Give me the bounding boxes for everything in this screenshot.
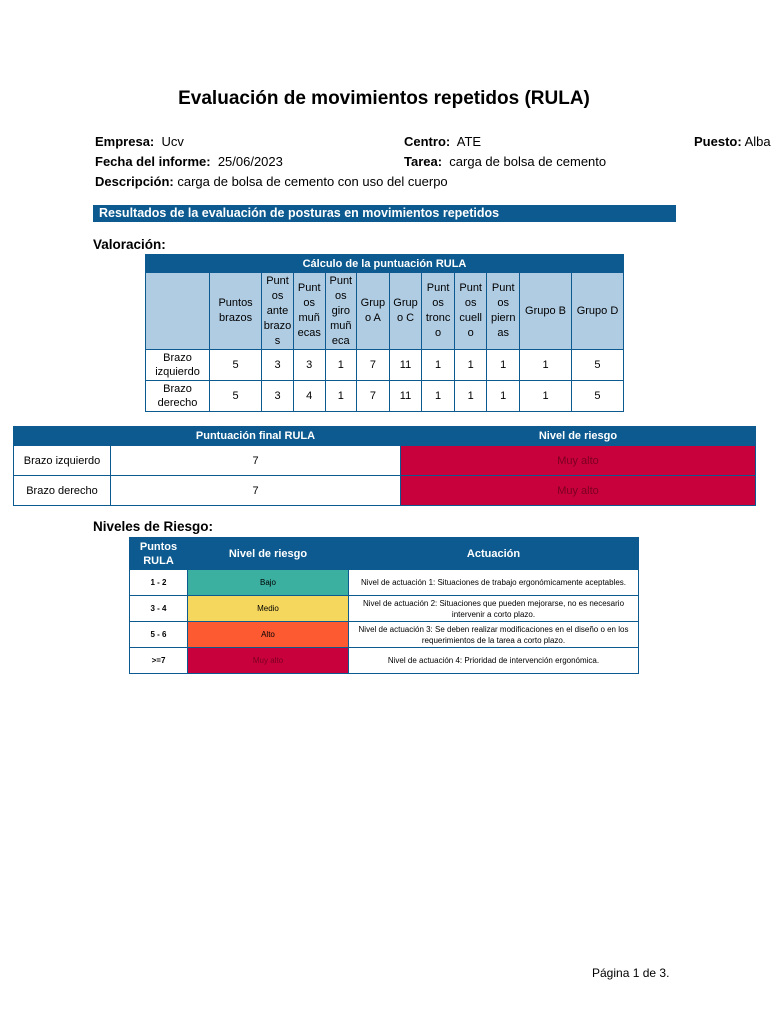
- calc-col-header: Punt os giro muñ eca: [325, 273, 357, 350]
- calc-col-header: Punt os piern as: [487, 273, 520, 350]
- levels-risk-swatch: Bajo: [188, 570, 349, 596]
- calc-cell: 7: [357, 350, 390, 381]
- calc-cell: 5: [571, 350, 623, 381]
- calc-col-header: [146, 273, 210, 350]
- final-col-header: Nivel de riesgo: [401, 427, 756, 446]
- calc-col-header: Grup o A: [357, 273, 390, 350]
- calc-cell: 11: [389, 381, 422, 412]
- calc-cell: 1: [487, 350, 520, 381]
- calc-cell: 5: [571, 381, 623, 412]
- final-col-header: Puntuación final RULA: [111, 427, 401, 446]
- final-col-header: [14, 427, 111, 446]
- fecha-field: [95, 154, 283, 169]
- final-row: [14, 476, 756, 506]
- calc-cell: 5: [210, 350, 262, 381]
- calc-cell: 3: [262, 350, 294, 381]
- fecha-label: Fecha del informe:: [95, 154, 211, 169]
- calc-row: [146, 350, 624, 381]
- final-row-label: Brazo izquierdo: [14, 446, 111, 476]
- risk-level-cell: Muy alto: [401, 476, 756, 506]
- calc-col-header: Punt os cuell o: [454, 273, 487, 350]
- levels-points: 5 - 6: [130, 622, 188, 648]
- levels-row: [130, 622, 639, 648]
- calc-cell: 1: [520, 381, 572, 412]
- calc-cell: 1: [325, 350, 357, 381]
- levels-col-header: Actuación: [349, 538, 639, 570]
- fecha-value: 25/06/2023: [217, 154, 283, 169]
- calc-row: [146, 381, 624, 412]
- risk-level-cell: Muy alto: [401, 446, 756, 476]
- centro-value: ATE: [456, 134, 482, 149]
- calc-col-header: Grupo B: [520, 273, 572, 350]
- calc-cell: 11: [389, 350, 422, 381]
- calc-cell: 1: [454, 381, 487, 412]
- calc-row-label: Brazo derecho: [146, 381, 210, 412]
- descripcion-field: [95, 174, 448, 189]
- levels-points: 3 - 4: [130, 596, 188, 622]
- calc-cell: 7: [357, 381, 390, 412]
- descripcion-value: carga de bolsa de cemento con uso del cuerpo: [177, 174, 448, 189]
- page-number: Página 1 de 3.: [592, 966, 670, 980]
- section-header-bar: Resultados de la evaluación de posturas en movimientos repetidos: [93, 205, 676, 222]
- calc-col-header: Grupo D: [571, 273, 623, 350]
- risk-levels-table: [129, 537, 639, 674]
- final-score: 7: [111, 476, 401, 506]
- calc-cell: 1: [520, 350, 572, 381]
- calc-cell: 4: [293, 381, 325, 412]
- levels-col-header: Nivel de riesgo: [188, 538, 349, 570]
- puesto-field: [694, 134, 771, 149]
- calc-cell: 5: [210, 381, 262, 412]
- levels-row: [130, 648, 639, 674]
- empresa-label: Empresa:: [95, 134, 155, 149]
- levels-risk-swatch: Alto: [188, 622, 349, 648]
- final-score-table: [13, 426, 756, 506]
- rula-calc-table: [145, 254, 624, 412]
- centro-label: Centro:: [404, 134, 451, 149]
- calc-col-header: Grup o C: [389, 273, 422, 350]
- levels-col-header: Puntos RULA: [130, 538, 188, 570]
- calc-cell: 3: [262, 381, 294, 412]
- levels-row: [130, 570, 639, 596]
- levels-actuacion: Nivel de actuación 1: Situaciones de trabajo ergonómicamente aceptables.: [349, 570, 639, 596]
- calc-col-header: Puntos brazos: [210, 273, 262, 350]
- levels-actuacion: Nivel de actuación 2: Situaciones que pueden mejorarse, no es necesario intervenir a corto plazo.: [349, 596, 639, 622]
- levels-points: >=7: [130, 648, 188, 674]
- descripcion-label: Descripción:: [95, 174, 174, 189]
- calc-cell: 1: [325, 381, 357, 412]
- calc-col-header: Punt os muñ ecas: [293, 273, 325, 350]
- levels-row: [130, 596, 639, 622]
- puesto-value: Alba: [744, 134, 771, 149]
- tarea-value: carga de bolsa de cemento: [449, 154, 607, 169]
- empresa-value: Ucv: [161, 134, 184, 149]
- final-row-label: Brazo derecho: [14, 476, 111, 506]
- calc-cell: 1: [454, 350, 487, 381]
- tarea-field: [404, 154, 606, 169]
- calc-cell: 3: [293, 350, 325, 381]
- niveles-heading: Niveles de Riesgo:: [93, 519, 214, 534]
- levels-risk-swatch: Medio: [188, 596, 349, 622]
- empresa-field: [95, 134, 184, 149]
- calc-table-caption: Cálculo de la puntuación RULA: [146, 255, 624, 273]
- puesto-label: Puesto:: [694, 134, 742, 149]
- page-title: Evaluación de movimientos repetidos (RULA): [178, 88, 590, 109]
- centro-field: [404, 134, 481, 149]
- final-row: [14, 446, 756, 476]
- calc-cell: 1: [422, 350, 455, 381]
- levels-actuacion: Nivel de actuación 3: Se deben realizar modificaciones en el diseño o en los requerimientos de la tarea a corto plazo.: [349, 622, 639, 648]
- calc-col-header: Punt os ante brazo s: [262, 273, 294, 350]
- valoracion-heading: Valoración:: [93, 237, 166, 252]
- calc-col-header: Punt os tronc o: [422, 273, 455, 350]
- levels-points: 1 - 2: [130, 570, 188, 596]
- calc-row-label: Brazo izquierdo: [146, 350, 210, 381]
- levels-actuacion: Nivel de actuación 4: Prioridad de intervención ergonómica.: [349, 648, 639, 674]
- final-score: 7: [111, 446, 401, 476]
- calc-cell: 1: [487, 381, 520, 412]
- tarea-label: Tarea:: [404, 154, 443, 169]
- levels-risk-swatch: Muy alto: [188, 648, 349, 674]
- calc-cell: 1: [422, 381, 455, 412]
